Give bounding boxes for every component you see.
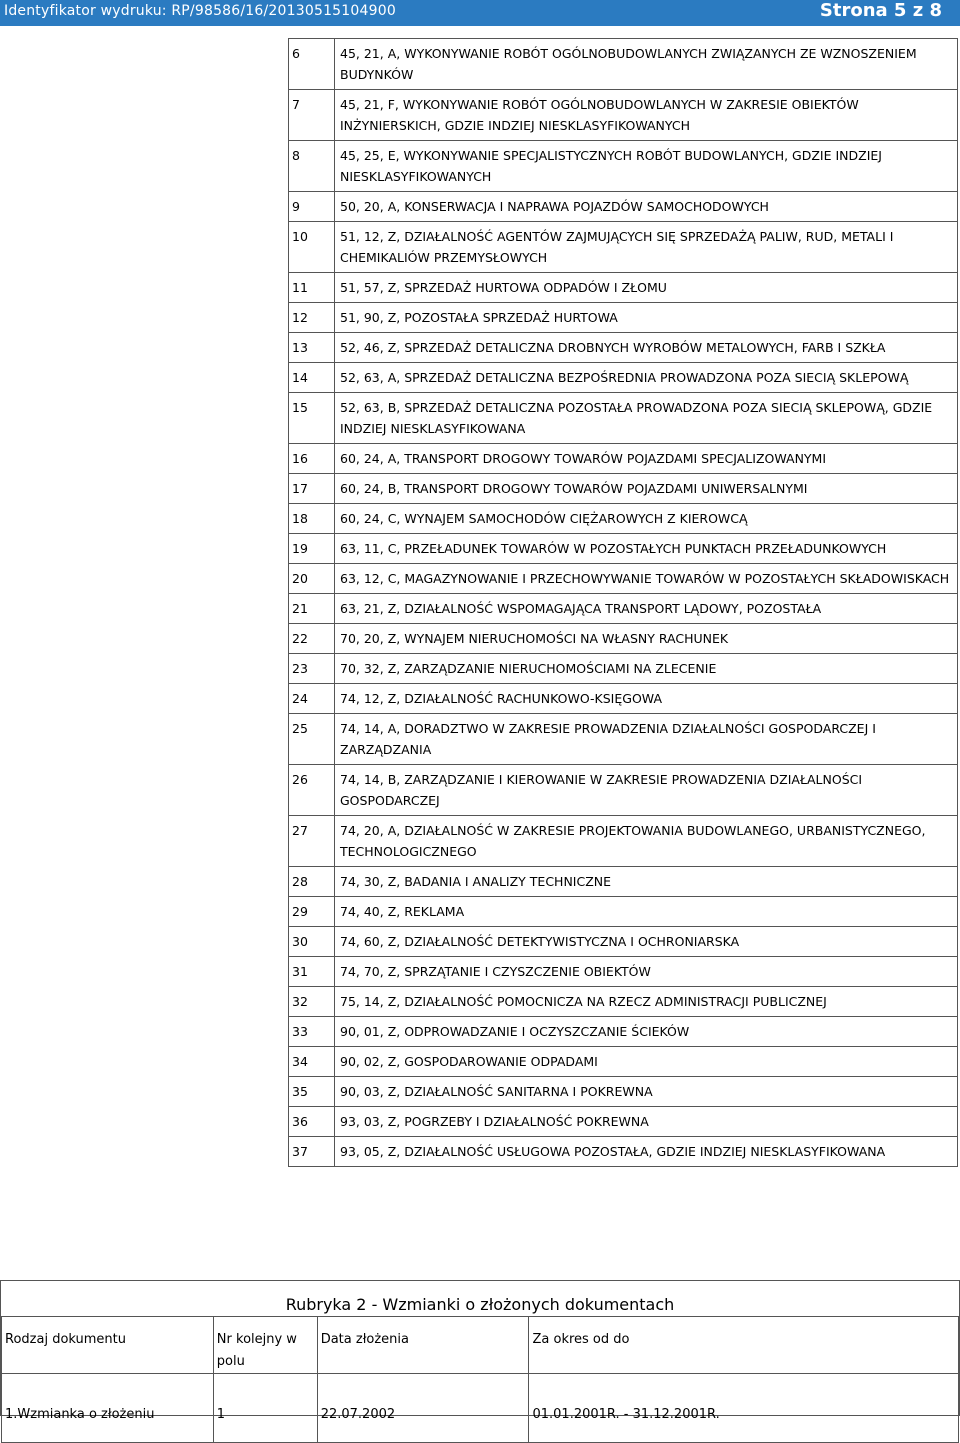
activity-number: 13 [289, 333, 335, 363]
table-row [289, 564, 958, 594]
activity-description: 74, 12, Z, DZIAŁALNOŚĆ RACHUNKOWO-KSIĘGOWA [335, 684, 958, 714]
activity-description: 45, 21, A, WYKONYWANIE ROBÓT OGÓLNOBUDOWLANYCH ZWIĄZANYCH ZE WZNOSZENIEM BUDYNKÓW [335, 39, 958, 90]
column-header-document-type: Rodzaj dokumentu [2, 1317, 214, 1374]
activity-number: 20 [289, 564, 335, 594]
table-row [289, 1017, 958, 1047]
print-identifier: Identyfikator wydruku: RP/98586/16/20130515104900 [4, 3, 396, 19]
activity-description: 63, 12, C, MAGAZYNOWANIE I PRZECHOWYWANIE TOWARÓW W POZOSTAŁYCH SKŁADOWISKACH [335, 564, 958, 594]
table-row [289, 39, 958, 90]
table-row [289, 192, 958, 222]
table-row [289, 624, 958, 654]
page-indicator: Strona 5 z 8 [819, 0, 942, 21]
cell-submission-date: 22.07.2002 [317, 1374, 529, 1443]
table-row [289, 897, 958, 927]
table-row [289, 816, 958, 867]
activity-description: 52, 46, Z, SPRZEDAŻ DETALICZNA DROBNYCH WYROBÓW METALOWYCH, FARB I SZKŁA [335, 333, 958, 363]
activity-number: 26 [289, 765, 335, 816]
activity-description: 70, 20, Z, WYNAJEM NIERUCHOMOŚCI NA WŁASNY RACHUNEK [335, 624, 958, 654]
activity-number: 31 [289, 957, 335, 987]
activity-number: 16 [289, 444, 335, 474]
activity-description: 74, 14, A, DORADZTWO W ZAKRESIE PROWADZENIA DZIAŁALNOŚCI GOSPODARCZEJ I ZARZĄDZANIA [335, 714, 958, 765]
activity-number: 30 [289, 927, 335, 957]
activity-number: 37 [289, 1137, 335, 1167]
activity-number: 33 [289, 1017, 335, 1047]
activity-description: 90, 01, Z, ODPROWADZANIE I OCZYSZCZANIE ŚCIEKÓW [335, 1017, 958, 1047]
activity-number: 12 [289, 303, 335, 333]
activity-description: 50, 20, A, KONSERWACJA I NAPRAWA POJAZDÓW SAMOCHODOWYCH [335, 192, 958, 222]
table-row [289, 1047, 958, 1077]
documents-table [1, 1316, 959, 1443]
activity-number: 21 [289, 594, 335, 624]
cell-sequence-number: 1 [213, 1374, 317, 1443]
table-row [289, 141, 958, 192]
activity-number: 35 [289, 1077, 335, 1107]
activity-description: 63, 21, Z, DZIAŁALNOŚĆ WSPOMAGAJĄCA TRANSPORT LĄDOWY, POZOSTAŁA [335, 594, 958, 624]
activity-number: 9 [289, 192, 335, 222]
activity-number: 15 [289, 393, 335, 444]
activity-description: 45, 25, E, WYKONYWANIE SPECJALISTYCZNYCH ROBÓT BUDOWLANYCH, GDZIE INDZIEJ NIESKLASYFIKOWANYCH [335, 141, 958, 192]
activity-description: 70, 32, Z, ZARZĄDZANIE NIERUCHOMOŚCIAMI NA ZLECENIE [335, 654, 958, 684]
table-row [289, 474, 958, 504]
activity-description: 90, 02, Z, GOSPODAROWANIE ODPADAMI [335, 1047, 958, 1077]
activity-number: 8 [289, 141, 335, 192]
activity-number: 7 [289, 90, 335, 141]
cell-period: 01.01.2001R. - 31.12.2001R. [529, 1374, 959, 1443]
activity-number: 14 [289, 363, 335, 393]
rubryka-2-title: Rubryka 2 - Wzmianki o złożonych dokumentach [285, 1295, 675, 1314]
activity-number: 18 [289, 504, 335, 534]
activities-table-body [289, 39, 958, 1167]
activity-description: 63, 11, C, PRZEŁADUNEK TOWARÓW W POZOSTAŁYCH PUNKTACH PRZEŁADUNKOWYCH [335, 534, 958, 564]
activity-description: 93, 03, Z, POGRZEBY I DZIAŁALNOŚĆ POKREWNA [335, 1107, 958, 1137]
activity-number: 23 [289, 654, 335, 684]
rubryka-2-section [0, 1280, 960, 1422]
activity-number: 19 [289, 534, 335, 564]
activity-description: 51, 90, Z, POZOSTAŁA SPRZEDAŻ HURTOWA [335, 303, 958, 333]
cell-document-type: 1.Wzmianka o złożeniu [2, 1374, 214, 1443]
table-row [289, 987, 958, 1017]
table-row [289, 714, 958, 765]
activity-number: 34 [289, 1047, 335, 1077]
table-row [289, 1137, 958, 1167]
column-header-period: Za okres od do [529, 1317, 959, 1374]
activity-description: 90, 03, Z, DZIAŁALNOŚĆ SANITARNA I POKREWNA [335, 1077, 958, 1107]
activity-description: 74, 20, A, DZIAŁALNOŚĆ W ZAKRESIE PROJEKTOWANIA BUDOWLANEGO, URBANISTYCZNEGO, TECHNOLOGICZNEGO [335, 816, 958, 867]
table-row [289, 867, 958, 897]
activity-number: 28 [289, 867, 335, 897]
activity-description: 51, 57, Z, SPRZEDAŻ HURTOWA ODPADÓW I ZŁOMU [335, 273, 958, 303]
activity-number: 6 [289, 39, 335, 90]
activity-description: 75, 14, Z, DZIAŁALNOŚĆ POMOCNICZA NA RZECZ ADMINISTRACJI PUBLICZNEJ [335, 987, 958, 1017]
table-row [289, 534, 958, 564]
activity-description: 74, 14, B, ZARZĄDZANIE I KIEROWANIE W ZAKRESIE PROWADZENIA DZIAŁALNOŚCI GOSPODARCZEJ [335, 765, 958, 816]
table-row [289, 393, 958, 444]
table-row [289, 222, 958, 273]
activity-description: 74, 70, Z, SPRZĄTANIE I CZYSZCZENIE OBIEKTÓW [335, 957, 958, 987]
documents-table-header [2, 1317, 959, 1374]
activity-number: 17 [289, 474, 335, 504]
table-row [289, 444, 958, 474]
activity-description: 74, 40, Z, REKLAMA [335, 897, 958, 927]
activity-description: 52, 63, A, SPRZEDAŻ DETALICZNA BEZPOŚREDNIA PROWADZONA POZA SIECIĄ SKLEPOWĄ [335, 363, 958, 393]
activity-description: 45, 21, F, WYKONYWANIE ROBÓT OGÓLNOBUDOWLANYCH W ZAKRESIE OBIEKTÓW INŻYNIERSKICH, GDZIE INDZIEJ NIESKLASYFIKOWANYCH [335, 90, 958, 141]
print-header-bar [0, 0, 960, 26]
table-row [289, 90, 958, 141]
activity-description: 52, 63, B, SPRZEDAŻ DETALICZNA POZOSTAŁA PROWADZONA POZA SIECIĄ SKLEPOWĄ, GDZIE INDZIEJ NIESKLASYFIKOWANA [335, 393, 958, 444]
column-header-submission-date: Data złożenia [317, 1317, 529, 1374]
activity-description: 93, 05, Z, DZIAŁALNOŚĆ USŁUGOWA POZOSTAŁA, GDZIE INDZIEJ NIESKLASYFIKOWANA [335, 1137, 958, 1167]
table-row [289, 273, 958, 303]
activity-description: 60, 24, B, TRANSPORT DROGOWY TOWARÓW POJAZDAMI UNIWERSALNYMI [335, 474, 958, 504]
table-row [289, 957, 958, 987]
table-row [289, 1107, 958, 1137]
activity-number: 32 [289, 987, 335, 1017]
table-row [289, 363, 958, 393]
table-row [289, 927, 958, 957]
activity-description: 74, 30, Z, BADANIA I ANALIZY TECHNICZNE [335, 867, 958, 897]
activity-number: 10 [289, 222, 335, 273]
activity-number: 36 [289, 1107, 335, 1137]
activity-number: 22 [289, 624, 335, 654]
table-row [289, 504, 958, 534]
activity-description: 60, 24, C, WYNAJEM SAMOCHODÓW CIĘŻAROWYCH Z KIEROWCĄ [335, 504, 958, 534]
activity-number: 27 [289, 816, 335, 867]
activity-description: 60, 24, A, TRANSPORT DROGOWY TOWARÓW POJAZDAMI SPECJALIZOWANYMI [335, 444, 958, 474]
table-row [289, 594, 958, 624]
activity-description: 51, 12, Z, DZIAŁALNOŚĆ AGENTÓW ZAJMUJĄCYCH SIĘ SPRZEDAŻĄ PALIW, RUD, METALI I CHEMIKALIÓW PRZEMYSŁOWYCH [335, 222, 958, 273]
table-row [289, 654, 958, 684]
activity-description: 74, 60, Z, DZIAŁALNOŚĆ DETEKTYWISTYCZNA I OCHRONIARSKA [335, 927, 958, 957]
activity-number: 24 [289, 684, 335, 714]
table-row [289, 303, 958, 333]
activities-table [288, 38, 958, 1167]
table-row [289, 333, 958, 363]
table-row [289, 1077, 958, 1107]
activity-number: 25 [289, 714, 335, 765]
table-row [289, 684, 958, 714]
column-header-sequence-number: Nr kolejny w polu [213, 1317, 317, 1374]
table-row [289, 765, 958, 816]
documents-table-row [2, 1374, 959, 1443]
activity-number: 11 [289, 273, 335, 303]
activity-number: 29 [289, 897, 335, 927]
